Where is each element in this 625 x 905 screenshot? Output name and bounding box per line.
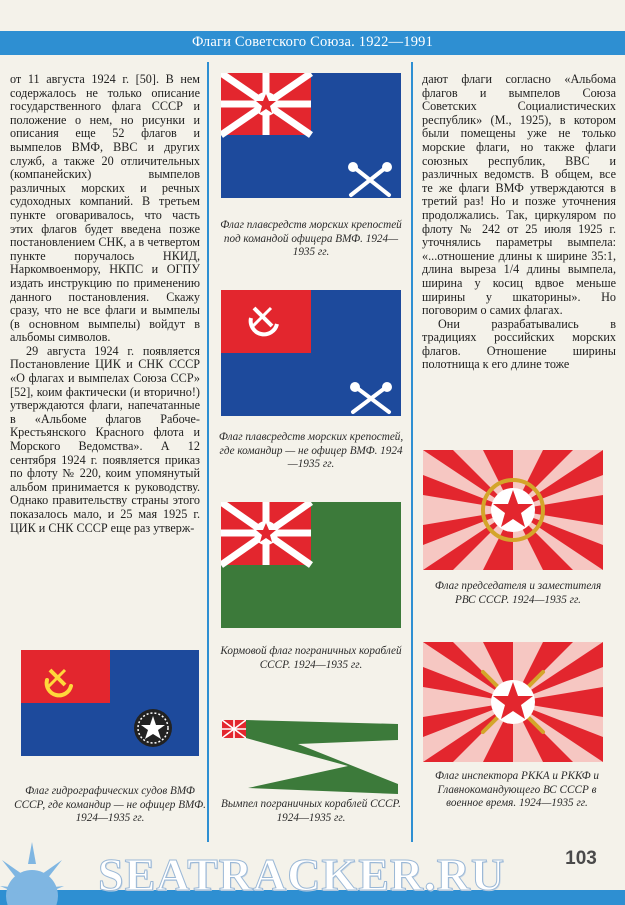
flag-rkka-inspector: [423, 642, 603, 762]
header-title: Флаги Советского Союза. 1922—1991: [191, 34, 434, 50]
flag-caption: Кормовой флаг пограничных кораблей СССР. 1924—1935 гг.: [220, 645, 402, 671]
flag-caption: Флаг плавсредств морских крепостей под командой офицера ВМФ. 1924—1935 гг.: [220, 219, 402, 259]
running-header: [0, 31, 625, 55]
left-text-column: [10, 73, 200, 639]
flag-rvs-chairman: [423, 450, 603, 570]
flag-caption: Флаг плавсредств морских крепостей, где командир — не офицер ВМФ. 1924—1935 гг.: [218, 431, 404, 471]
page-footer: [0, 842, 625, 905]
flag-caption: Флаг гидрографических судов ВМФ СССР, где командир — не офицер ВМФ. 1924—1935 гг.: [14, 785, 206, 825]
flag-fortress-craft-non-officer: [221, 290, 401, 416]
flag-hydrographic-vessel: [21, 650, 199, 756]
flag-fortress-craft-officer: [221, 73, 401, 198]
watermark: SEATRACKER.RU: [98, 849, 506, 900]
flag-border-ship-ensign: [221, 502, 401, 628]
flag-caption: Флаг председателя и заместителя РВС СССР. 1924—1935 гг.: [434, 580, 602, 606]
paragraph: от 11 августа 1924 г. [50]. В нем содержалось не только описание государственного флага СССР и положение о нем, но рисунки и описания еще 52 флагов и вымпелов ВМФ, ВВС и других служб, а также 20 отличительных (компанейских) вымпелов различных морских и речных судоходных компаний. В третьем пункте оговаривалось, что часть этих флагов будет введена позже постановлением СНК, а в четвертом пункте поручалось НКИД, Наркомвоенмору, НКПС и ОГПУ издать инструкцию по применению данного постановления. Скажу сразу, что не все флаги и вымпелы (в основном вымпелы) войдут в альбомы символов.: [10, 73, 200, 345]
right-text-column: [422, 73, 616, 435]
pennant-border-ship: [218, 716, 404, 798]
paragraph: дают флаги согласно «Альбома флагов и вымпелов Союза Советских Социалистических республик» (М., 1925), в котором были помещены уже не только морские флаги, но также флаги союзных республик, ВВС и различных ведомств. В общем, все те же флаги ВМФ утверждаются в третий раз! Но и позже уточнения продолжались. Так, циркуляром по флоту № 242 от 25 июля 1925 г. уточнялись параметры вымпела: «...отношение длины к ширине 35:1, длина выреза 1/4 длины вымпела, ширина у косиц вдвое меньше ширины у шкаторины». Но поговорим о самих флагах.: [422, 73, 616, 318]
column-divider-right: [411, 62, 413, 842]
paragraph: 29 августа 1924 г. появляется Постановление ЦИК и СНК СССР «О флагах и вымпелах Союза ССР» [52], коим фактически (и вторично!) утверждаются флаги, напечатанные в «Альбоме флагов Рабоче-Крестьянского Красного флота и Морского Ведомства». А 12 сентября 1924 г. появляется приказ по флоту № 220, коим упомянутый альбом принимается к руководству. Однако правительству страны этого показалось мало, и 25 мая 1925 г. ЦИК и СНК СССР еще раз утверж-: [10, 343, 200, 535]
flag-caption: Вымпел пограничных кораблей СССР. 1924—1935 гг.: [221, 798, 401, 824]
page-number: 103: [565, 848, 597, 869]
paragraph: Они разрабатывались в традициях российских морских флагов. Отношение ширины полотнища к его длине тоже: [422, 316, 616, 372]
flag-caption: Флаг инспектора РККА и РККФ и Главнокомандующего ВС СССР в военное время. 1924—1935 гг.: [435, 770, 599, 810]
sun-icon: [0, 842, 90, 905]
column-divider-left: [207, 62, 209, 842]
